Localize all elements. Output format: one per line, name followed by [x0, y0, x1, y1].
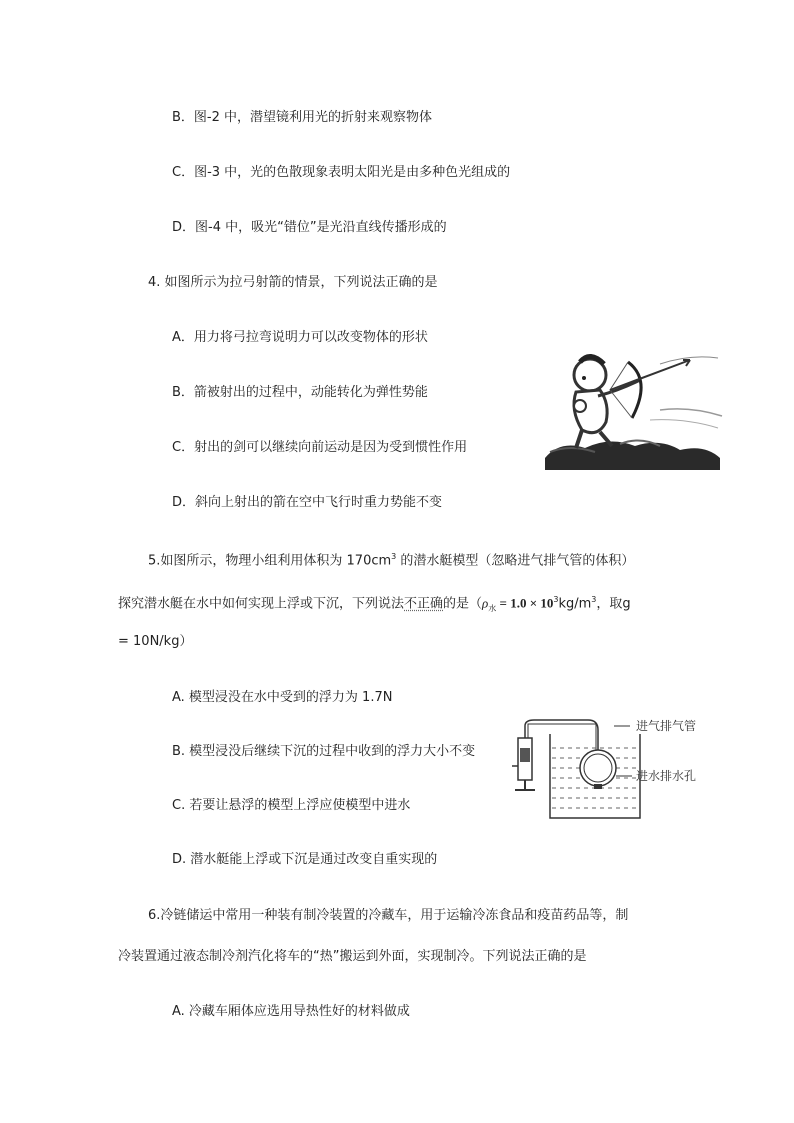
q4-stem: 4. 如图所示为拉弓射箭的情景，下列说法正确的是 — [148, 275, 438, 290]
q5-option-d: D. 潜水艇能上浮或下沉是通过改变自重实现的 — [172, 852, 438, 867]
q5-stem-line3: = 10N/kg） — [118, 634, 193, 649]
q5-line2-part1: 探究潜水艇在水中如何实现上浮或下沉，下列说法 — [118, 596, 405, 612]
rho-unit-exp: 3 — [591, 595, 597, 604]
q5-stem-line2 — [118, 591, 631, 618]
q5-option-a: A. 模型浸没在水中受到的浮力为 1.7N — [172, 690, 393, 705]
q3-option-d: D．图-4 中，吸光“错位”是光沿直线传播形成的 — [172, 220, 447, 235]
rho-exp: 3 — [553, 595, 559, 604]
rho-unit: kg/m — [558, 596, 592, 612]
q5-stem-line1 — [148, 548, 634, 570]
q5-stem-part2: 的潜水艇模型（忽略进气排气管的体积） — [396, 553, 635, 569]
q5-line2-part2: 的是（ — [443, 596, 483, 612]
q5-option-c: C. 若要让悬浮的模型上浮应使模型中进水 — [172, 798, 411, 813]
q5-underlined-word: 不正确 — [404, 596, 444, 612]
q4-option-a: A．用力将弓拉弯说明力可以改变物体的形状 — [172, 330, 428, 345]
syringe-plunger — [520, 748, 530, 762]
q4-option-d: D．斜向上射出的箭在空中飞行时重力势能不变 — [172, 495, 443, 510]
q5-stem-unit-exp: 3 — [391, 552, 397, 561]
q4-option-b: B．箭被射出的过程中，动能转化为弹性势能 — [172, 385, 428, 400]
q6-stem-line1: 6.冷链储运中常用一种装有制冷装置的冷藏车，用于运输冷冻食品和疫苗药品等，制 — [148, 908, 629, 923]
q5-stem-part1: 5.如图所示，物理小组利用体积为 170 — [148, 553, 372, 569]
rho-symbol: ρ — [482, 595, 489, 611]
submarine-apparatus-figure — [510, 708, 730, 823]
label-water-hole: 进水排水孔 — [636, 769, 697, 783]
q3-option-b: B．图-2 中，潜望镜利用光的折射来观察物体 — [172, 110, 433, 125]
q6-option-a: A. 冷藏车厢体应选用导热性好的材料做成 — [172, 1004, 410, 1019]
label-air-tube: 进气排气管 — [636, 719, 697, 733]
q3-option-c: C．图-3 中，光的色散现象表明太阳光是由多种色光组成的 — [172, 165, 511, 180]
submarine-model — [580, 750, 616, 786]
q5-option-b: B. 模型浸没后继续下沉的过程中收到的浮力大小不变 — [172, 744, 476, 759]
q5-stem-unit: cm — [371, 553, 392, 569]
q6-stem-line2: 冷装置通过液态制冷剂汽化将车的“热”搬运到外面，实现制冷。下列说法正确的是 — [118, 949, 587, 964]
q4-option-c: C．射出的剑可以继续向前运动是因为受到惯性作用 — [172, 440, 468, 455]
q5-line2-tail: ，取g — [596, 596, 631, 612]
rho-sub: 水 — [488, 603, 497, 613]
rho-value: = 1.0 × 10 — [496, 595, 554, 611]
archer-figure — [540, 340, 725, 475]
